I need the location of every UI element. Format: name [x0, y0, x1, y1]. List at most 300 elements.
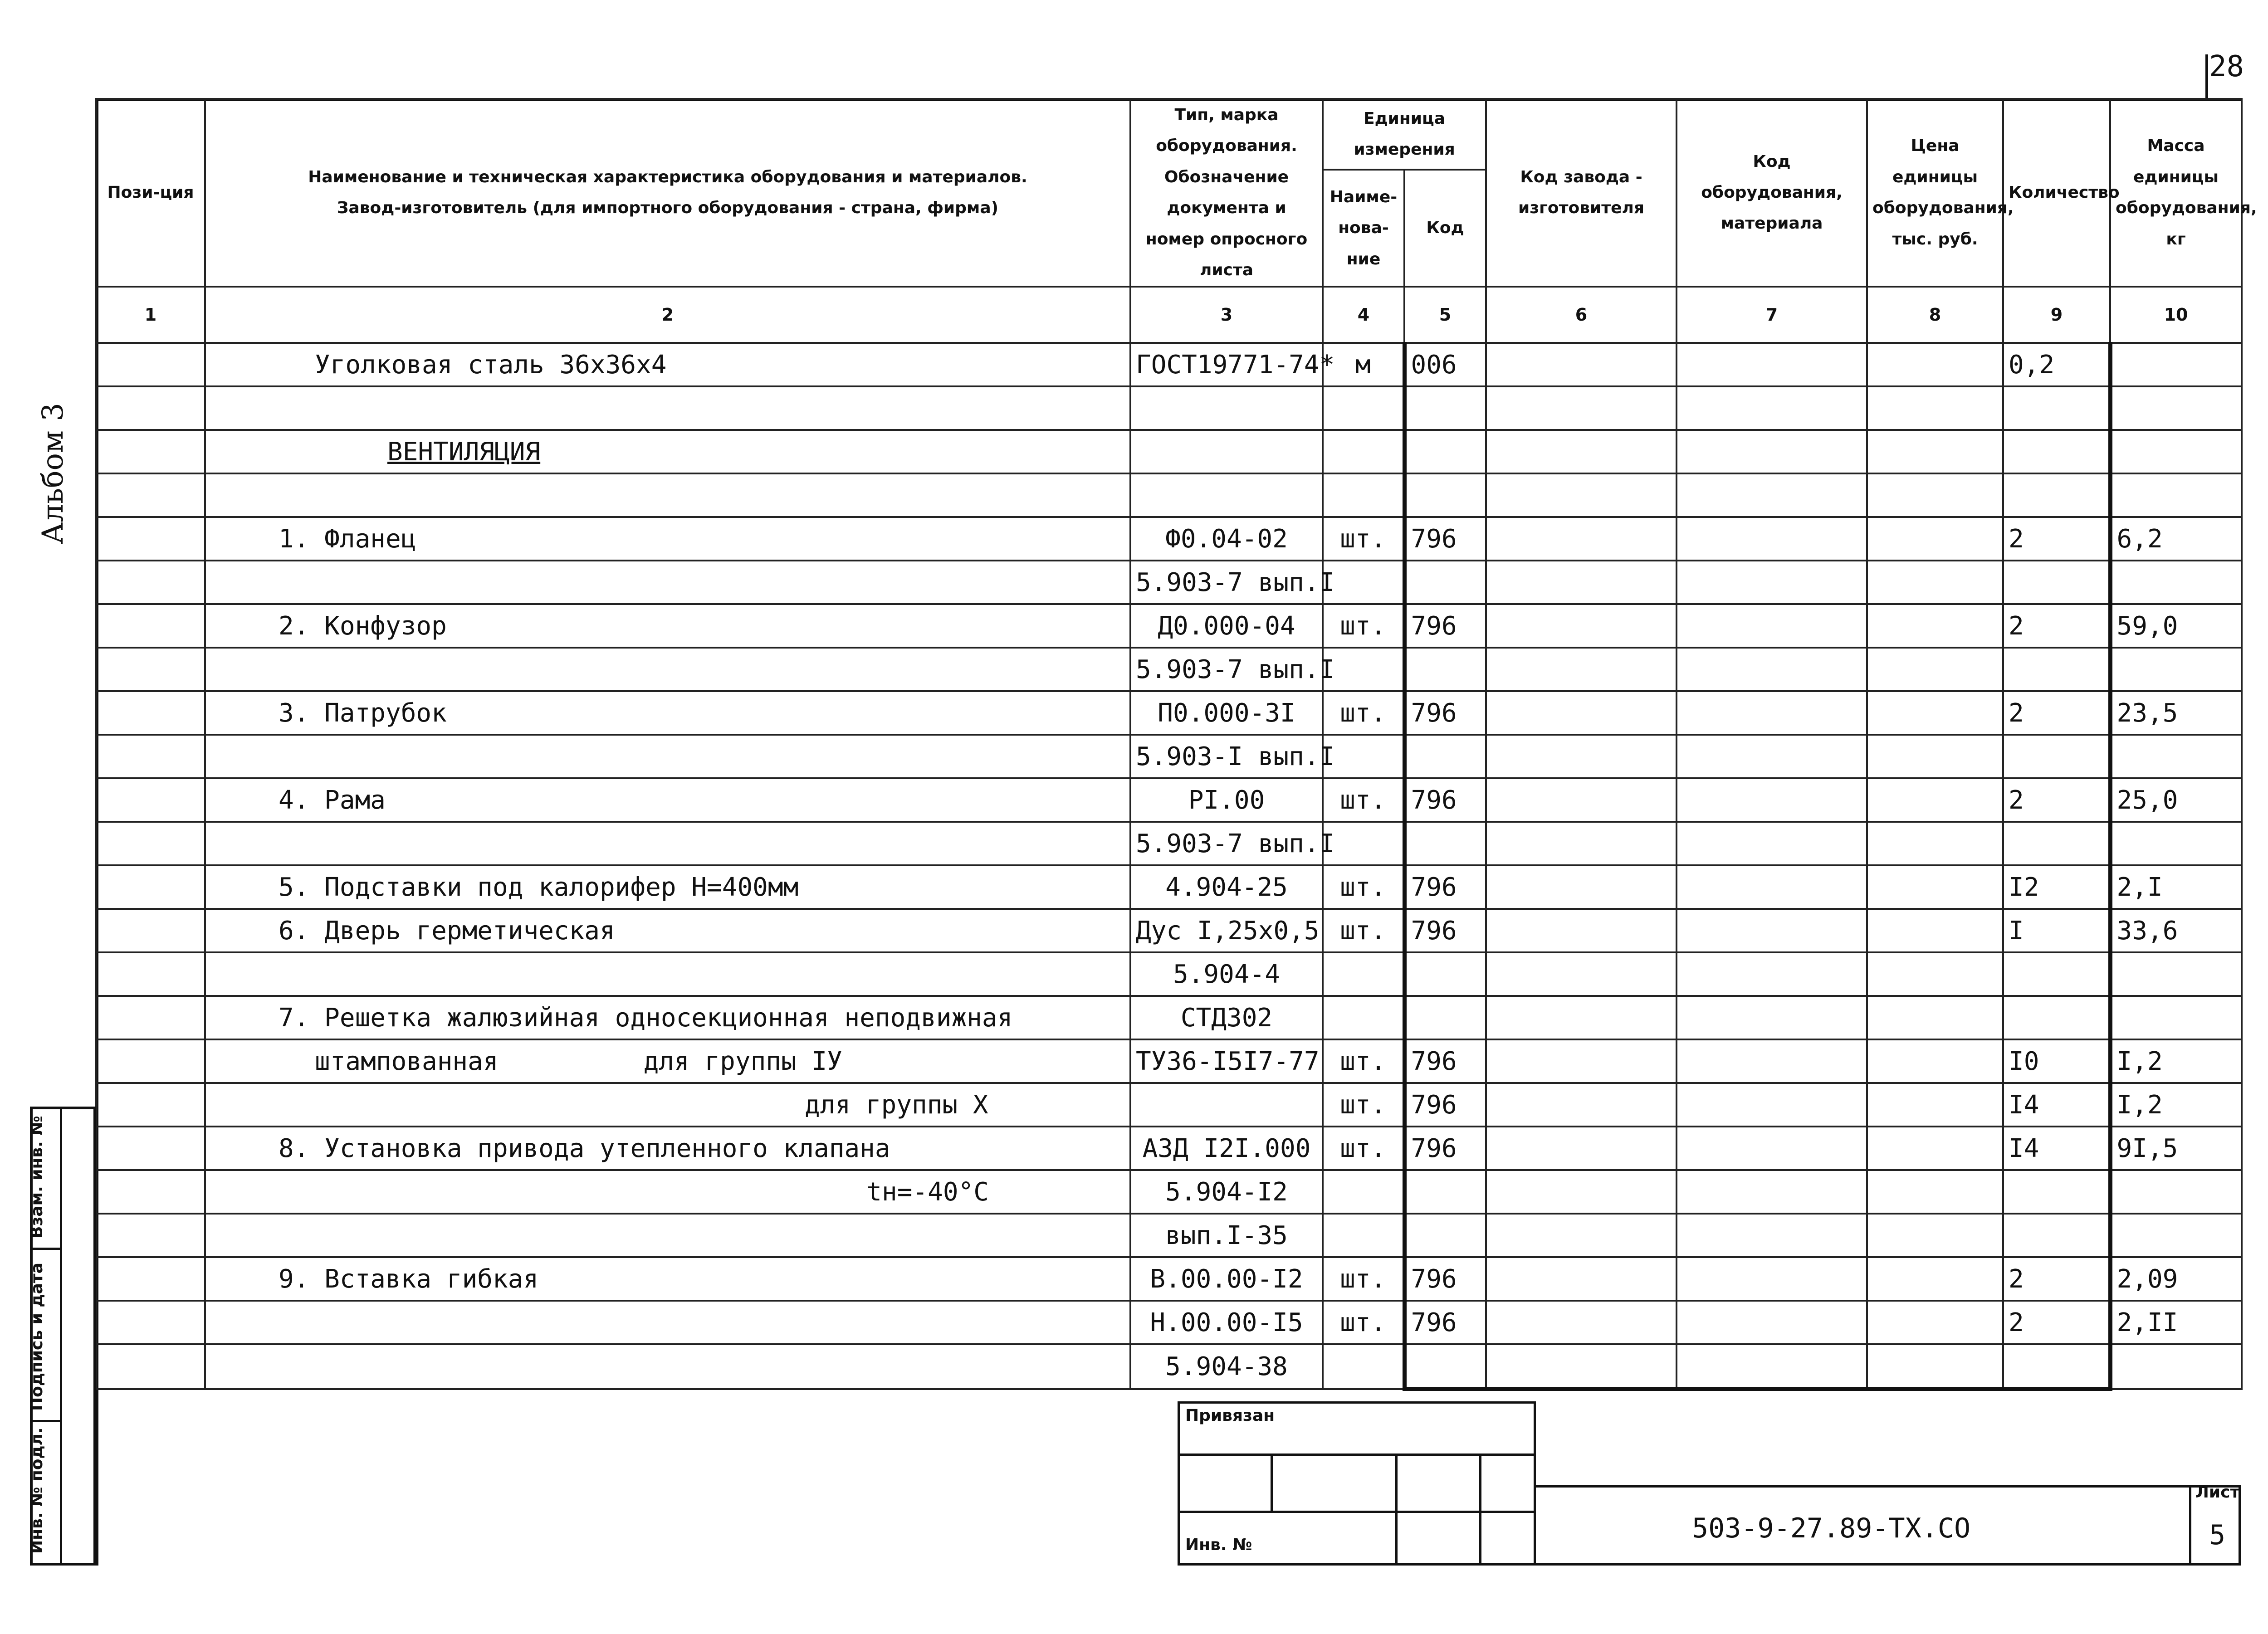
quantity-cell: I	[2003, 909, 2110, 952]
header-name	[205, 99, 1130, 287]
header-unit-name: Наиме-нова-ние	[1323, 170, 1404, 287]
unit-code-cell: 796	[1404, 1257, 1486, 1301]
table-row	[96, 1257, 2242, 1301]
price-cell	[1867, 648, 2003, 691]
price-cell	[1867, 343, 2003, 386]
position-cell	[96, 1039, 205, 1083]
factory-code-cell	[1486, 473, 1677, 517]
table-row	[96, 996, 2242, 1039]
equipment-code-cell	[1677, 822, 1867, 865]
header-mass: Масса единицы оборудования, кг	[2110, 99, 2242, 287]
quantity-cell: 2	[2003, 604, 2110, 648]
equipment-code-cell	[1677, 778, 1867, 822]
stamp-inventory-label: Инв. № подл.	[28, 1427, 46, 1554]
column-number: 5	[1404, 287, 1486, 343]
factory-code-cell	[1486, 1257, 1677, 1301]
price-cell	[1867, 386, 2003, 430]
unit-code-cell: 796	[1404, 1301, 1486, 1344]
equipment-code-cell	[1677, 1301, 1867, 1344]
price-cell	[1867, 1301, 2003, 1344]
name-cell: 4. Рама	[205, 778, 1130, 822]
table-row	[96, 386, 2242, 430]
equipment-code-cell	[1677, 996, 1867, 1039]
unit-code-cell: 006	[1404, 343, 1486, 386]
unit-cell	[1323, 1214, 1404, 1257]
unit-cell: шт.	[1323, 909, 1404, 952]
unit-code-cell	[1404, 430, 1486, 473]
unit-cell	[1323, 473, 1404, 517]
mass-cell	[2110, 386, 2242, 430]
unit-cell	[1323, 386, 1404, 430]
unit-code-cell	[1404, 822, 1486, 865]
position-cell	[96, 517, 205, 561]
factory-code-cell	[1486, 343, 1677, 386]
position-cell	[96, 735, 205, 778]
header-name-line1: Наименование и техническая характеристика оборудования и материалов.	[308, 167, 1027, 186]
price-cell	[1867, 735, 2003, 778]
type-cell	[1130, 430, 1323, 473]
position-cell	[96, 1257, 205, 1301]
type-cell: 5.903-I вып.I	[1130, 735, 1323, 778]
mass-cell: 59,0	[2110, 604, 2242, 648]
unit-cell: шт.	[1323, 1301, 1404, 1344]
table-row	[96, 778, 2242, 822]
stamp-cell-inventory	[28, 1422, 60, 1563]
temperature-note: tн=-40°C	[866, 1177, 989, 1207]
column-number: 4	[1323, 287, 1404, 343]
quantity-cell	[2003, 1344, 2110, 1389]
unit-code-cell	[1404, 1344, 1486, 1389]
unit-code-cell: 796	[1404, 517, 1486, 561]
column-number: 7	[1677, 287, 1867, 343]
price-cell	[1867, 561, 2003, 604]
unit-cell: шт.	[1323, 691, 1404, 735]
name-cell: 5. Подставки под калорифер Н=400мм	[205, 865, 1130, 909]
equipment-code-cell	[1677, 1214, 1867, 1257]
mass-cell	[2110, 648, 2242, 691]
name-cell: 1. Фланец	[205, 517, 1130, 561]
name-cell	[205, 952, 1130, 996]
specification-body	[96, 343, 2242, 1389]
position-cell	[96, 473, 205, 517]
unit-code-cell	[1404, 952, 1486, 996]
position-cell	[96, 691, 205, 735]
name-cell: 9. Вставка гибкая	[205, 1257, 1130, 1301]
header-unit-group: Единица измерения	[1323, 99, 1486, 170]
unit-cell: шт.	[1323, 1039, 1404, 1083]
equipment-code-cell	[1677, 1170, 1867, 1214]
equipment-code-cell	[1677, 909, 1867, 952]
price-cell	[1867, 822, 2003, 865]
factory-code-cell	[1486, 561, 1677, 604]
factory-code-cell	[1486, 1039, 1677, 1083]
name-cell: 2. Конфузор	[205, 604, 1130, 648]
quantity-cell: 2	[2003, 517, 2110, 561]
position-cell	[96, 778, 205, 822]
column-number: 8	[1867, 287, 2003, 343]
type-cell: АЗД I2I.000	[1130, 1127, 1323, 1170]
inv-cell	[1178, 1511, 1398, 1566]
unit-cell	[1323, 1170, 1404, 1214]
name-cell	[205, 822, 1130, 865]
unit-cell: шт.	[1323, 1127, 1404, 1170]
factory-code-cell	[1486, 1127, 1677, 1170]
unit-code-cell	[1404, 735, 1486, 778]
name-cell	[205, 1083, 1130, 1127]
equipment-code-cell	[1677, 430, 1867, 473]
column-number: 2	[205, 287, 1130, 343]
position-cell	[96, 952, 205, 996]
equipment-code-cell	[1677, 648, 1867, 691]
quantity-cell	[2003, 561, 2110, 604]
table-row	[96, 473, 2242, 517]
equipment-code-cell	[1677, 604, 1867, 648]
mass-cell	[2110, 1170, 2242, 1214]
header-equipment-code: Код оборудования, материала	[1677, 99, 1867, 287]
type-cell: Дуc I,25x0,5	[1130, 909, 1323, 952]
type-cell	[1130, 1083, 1323, 1127]
name-cell	[205, 1214, 1130, 1257]
price-cell	[1867, 517, 2003, 561]
position-cell	[96, 909, 205, 952]
quantity-cell: 2	[2003, 1301, 2110, 1344]
name-cell	[205, 1344, 1130, 1389]
price-cell	[1867, 909, 2003, 952]
factory-code-cell	[1486, 865, 1677, 909]
type-cell: 5.903-7 вып.I	[1130, 648, 1323, 691]
table-row	[96, 604, 2242, 648]
equipment-code-cell	[1677, 561, 1867, 604]
factory-code-cell	[1486, 996, 1677, 1039]
price-cell	[1867, 778, 2003, 822]
price-cell	[1867, 430, 2003, 473]
factory-code-cell	[1486, 909, 1677, 952]
table-row	[96, 1170, 2242, 1214]
sheet-number: 5	[2209, 1519, 2226, 1551]
table-row	[96, 1214, 2242, 1257]
table-row	[96, 1301, 2242, 1344]
equipment-code-cell	[1677, 343, 1867, 386]
column-number: 1	[96, 287, 205, 343]
unit-cell: шт.	[1323, 1083, 1404, 1127]
unit-cell	[1323, 996, 1404, 1039]
price-cell	[1867, 1257, 2003, 1301]
attached-label: Привязан	[1185, 1406, 1275, 1425]
mass-cell	[2110, 343, 2242, 386]
column-number: 10	[2110, 287, 2242, 343]
name-cell	[205, 386, 1130, 430]
position-cell	[96, 1083, 205, 1127]
unit-cell: шт.	[1323, 1257, 1404, 1301]
mass-cell: 9I,5	[2110, 1127, 2242, 1170]
factory-code-cell	[1486, 1170, 1677, 1214]
album-label: Альбом 3	[36, 403, 70, 544]
mass-cell	[2110, 735, 2242, 778]
unit-code-cell	[1404, 996, 1486, 1039]
type-cell: ГОСТ19771-74*	[1130, 343, 1323, 386]
equipment-code-cell	[1677, 691, 1867, 735]
section-heading: ВЕНТИЛЯЦИЯ	[205, 430, 1130, 473]
unit-code-cell: 796	[1404, 909, 1486, 952]
specification-table	[95, 98, 2257, 1391]
factory-code-cell	[1486, 822, 1677, 865]
unit-code-cell	[1404, 1170, 1486, 1214]
factory-code-cell	[1486, 778, 1677, 822]
type-cell: ТУ36-I5I7-77	[1130, 1039, 1323, 1083]
price-cell	[1867, 604, 2003, 648]
quantity-cell: 2	[2003, 778, 2110, 822]
mass-cell: I,2	[2110, 1039, 2242, 1083]
price-cell	[1867, 691, 2003, 735]
table-row	[96, 1039, 2242, 1083]
mass-cell: 33,6	[2110, 909, 2242, 952]
mass-cell: 2,09	[2110, 1257, 2242, 1301]
name-cell	[205, 1170, 1130, 1214]
quantity-cell: 0,2	[2003, 343, 2110, 386]
title-cell	[1479, 1511, 1536, 1566]
stamp-cell-replacement	[28, 1109, 60, 1250]
name-text: штампованная	[315, 1046, 499, 1076]
title-cell	[1271, 1454, 1398, 1513]
equipment-code-cell	[1677, 386, 1867, 430]
type-cell: 5.904-4	[1130, 952, 1323, 996]
group-text: для группы X	[805, 1090, 988, 1120]
unit-cell	[1323, 735, 1404, 778]
header-factory-code: Код завода - изготовителя	[1486, 99, 1677, 287]
quantity-cell: 2	[2003, 1257, 2110, 1301]
factory-code-cell	[1486, 1083, 1677, 1127]
table-row	[96, 909, 2242, 952]
table-row	[96, 517, 2242, 561]
position-cell	[96, 996, 205, 1039]
unit-code-cell	[1404, 386, 1486, 430]
header-position: Пози-ция	[96, 99, 205, 287]
attached-cell	[1178, 1401, 1536, 1456]
name-cell	[205, 1301, 1130, 1344]
mass-cell	[2110, 473, 2242, 517]
name-cell	[205, 473, 1130, 517]
quantity-cell: I4	[2003, 1127, 2110, 1170]
position-cell	[96, 430, 205, 473]
factory-code-cell	[1486, 1344, 1677, 1389]
table-row	[96, 735, 2242, 778]
factory-code-cell	[1486, 386, 1677, 430]
position-cell	[96, 561, 205, 604]
header-unit-code: Код	[1404, 170, 1486, 287]
unit-cell: м	[1323, 343, 1404, 386]
header-price: Цена единицы оборудования, тыс. руб.	[1867, 99, 2003, 287]
name-cell: 8. Установка привода утепленного клапана	[205, 1127, 1130, 1170]
type-cell: 5.903-7 вып.I	[1130, 822, 1323, 865]
page-number-divider	[2205, 54, 2208, 100]
inv-label: Инв. №	[1185, 1536, 1252, 1554]
unit-cell: шт.	[1323, 604, 1404, 648]
unit-cell	[1323, 430, 1404, 473]
unit-cell	[1323, 648, 1404, 691]
quantity-cell	[2003, 822, 2110, 865]
factory-code-cell	[1486, 1301, 1677, 1344]
stamp-replacement-label: Взам. инв. №	[28, 1116, 46, 1239]
unit-code-cell	[1404, 561, 1486, 604]
name-cell: 6. Дверь герметическая	[205, 909, 1130, 952]
column-number: 3	[1130, 287, 1323, 343]
unit-code-cell: 796	[1404, 778, 1486, 822]
type-cell: Д0.000-04	[1130, 604, 1323, 648]
price-cell	[1867, 1170, 2003, 1214]
document-code: 503-9-27.89-ТХ.СО	[1692, 1512, 1971, 1544]
name-cell: 7. Решетка жалюзийная односекционная неподвижная	[205, 996, 1130, 1039]
header-type: Тип, марка оборудования. Обозначение документа и номер опросного листа	[1130, 99, 1323, 287]
quantity-cell	[2003, 648, 2110, 691]
name-cell: Уголковая сталь 36x36x4	[205, 343, 1130, 386]
table-row	[96, 1083, 2242, 1127]
position-cell	[96, 386, 205, 430]
factory-code-cell	[1486, 691, 1677, 735]
name-cell	[205, 561, 1130, 604]
equipment-code-cell	[1677, 517, 1867, 561]
mass-cell	[2110, 822, 2242, 865]
mass-cell	[2110, 1344, 2242, 1389]
position-cell	[96, 865, 205, 909]
price-cell	[1867, 1344, 2003, 1389]
table-row	[96, 952, 2242, 996]
position-cell	[96, 604, 205, 648]
group-text: для группы IУ	[643, 1046, 842, 1076]
price-cell	[1867, 1127, 2003, 1170]
price-cell	[1867, 1083, 2003, 1127]
quantity-cell: 2	[2003, 691, 2110, 735]
equipment-code-cell	[1677, 865, 1867, 909]
name-cell	[205, 1039, 1130, 1083]
type-cell: СТД302	[1130, 996, 1323, 1039]
type-cell: Н.00.00-I5	[1130, 1301, 1323, 1344]
unit-code-cell	[1404, 473, 1486, 517]
position-cell	[96, 343, 205, 386]
equipment-code-cell	[1677, 1127, 1867, 1170]
price-cell	[1867, 1039, 2003, 1083]
mass-cell	[2110, 1214, 2242, 1257]
position-cell	[96, 1170, 205, 1214]
stamp-cell-signature	[28, 1250, 60, 1422]
table-row	[96, 561, 2242, 604]
type-cell	[1130, 473, 1323, 517]
price-cell	[1867, 952, 2003, 996]
factory-code-cell	[1486, 430, 1677, 473]
unit-code-cell	[1404, 648, 1486, 691]
unit-cell	[1323, 952, 1404, 996]
position-cell	[96, 1301, 205, 1344]
type-cell	[1130, 386, 1323, 430]
stamp-signature-label: Подпись и дата	[28, 1263, 46, 1411]
title-cell	[1178, 1454, 1273, 1513]
mass-cell: 2,I	[2110, 865, 2242, 909]
type-cell: 4.904-25	[1130, 865, 1323, 909]
unit-cell: шт.	[1323, 517, 1404, 561]
equipment-code-cell	[1677, 1083, 1867, 1127]
name-cell: 3. Патрубок	[205, 691, 1130, 735]
type-cell: П0.000-3I	[1130, 691, 1323, 735]
quantity-cell	[2003, 386, 2110, 430]
type-cell: вып.I-35	[1130, 1214, 1323, 1257]
quantity-cell	[2003, 473, 2110, 517]
unit-code-cell: 796	[1404, 865, 1486, 909]
quantity-cell: I4	[2003, 1083, 2110, 1127]
factory-code-cell	[1486, 952, 1677, 996]
price-cell	[1867, 996, 2003, 1039]
quantity-cell	[2003, 1170, 2110, 1214]
factory-code-cell	[1486, 604, 1677, 648]
table-row	[96, 865, 2242, 909]
type-cell: 5.904-I2	[1130, 1170, 1323, 1214]
unit-cell	[1323, 561, 1404, 604]
quantity-cell: I2	[2003, 865, 2110, 909]
mass-cell	[2110, 952, 2242, 996]
title-cell	[1395, 1454, 1481, 1513]
position-cell	[96, 1214, 205, 1257]
table-row	[96, 822, 2242, 865]
stamp-divider	[60, 1109, 62, 1563]
column-number: 9	[2003, 287, 2110, 343]
unit-code-cell: 796	[1404, 1083, 1486, 1127]
name-cell	[205, 735, 1130, 778]
equipment-code-cell	[1677, 735, 1867, 778]
column-number: 6	[1486, 287, 1677, 343]
title-cell	[1395, 1511, 1481, 1566]
quantity-cell: I0	[2003, 1039, 2110, 1083]
header-quantity: Количество	[2003, 99, 2110, 287]
header-name-line2: Завод-изготовитель (для импортного оборудования - страна, фирма)	[337, 199, 999, 218]
type-cell: Ф0.04-02	[1130, 517, 1323, 561]
position-cell	[96, 648, 205, 691]
unit-code-cell: 796	[1404, 691, 1486, 735]
table-row	[96, 648, 2242, 691]
quantity-cell	[2003, 735, 2110, 778]
position-cell	[96, 1344, 205, 1389]
factory-code-cell	[1486, 648, 1677, 691]
unit-code-cell: 796	[1404, 1127, 1486, 1170]
factory-code-cell	[1486, 735, 1677, 778]
table-row	[96, 343, 2242, 386]
price-cell	[1867, 865, 2003, 909]
side-approval-stamp	[30, 1107, 96, 1566]
unit-code-cell	[1404, 1214, 1486, 1257]
equipment-code-cell	[1677, 1344, 1867, 1389]
name-cell	[205, 648, 1130, 691]
equipment-code-cell	[1677, 952, 1867, 996]
unit-cell	[1323, 1344, 1404, 1389]
page-number: 28	[2209, 50, 2244, 83]
table-row	[96, 1127, 2242, 1170]
quantity-cell	[2003, 952, 2110, 996]
position-cell	[96, 1127, 205, 1170]
unit-code-cell: 796	[1404, 604, 1486, 648]
type-cell: 5.903-7 вып.I	[1130, 561, 1323, 604]
equipment-code-cell	[1677, 1039, 1867, 1083]
mass-cell: 6,2	[2110, 517, 2242, 561]
position-cell	[96, 822, 205, 865]
equipment-code-cell	[1677, 1257, 1867, 1301]
quantity-cell	[2003, 430, 2110, 473]
mass-cell: 2,II	[2110, 1301, 2242, 1344]
quantity-cell	[2003, 996, 2110, 1039]
factory-code-cell	[1486, 1214, 1677, 1257]
factory-code-cell	[1486, 517, 1677, 561]
mass-cell	[2110, 996, 2242, 1039]
table-row	[96, 691, 2242, 735]
type-cell: В.00.00-I2	[1130, 1257, 1323, 1301]
sheet-label: Лист	[2195, 1483, 2240, 1502]
unit-code-cell: 796	[1404, 1039, 1486, 1083]
